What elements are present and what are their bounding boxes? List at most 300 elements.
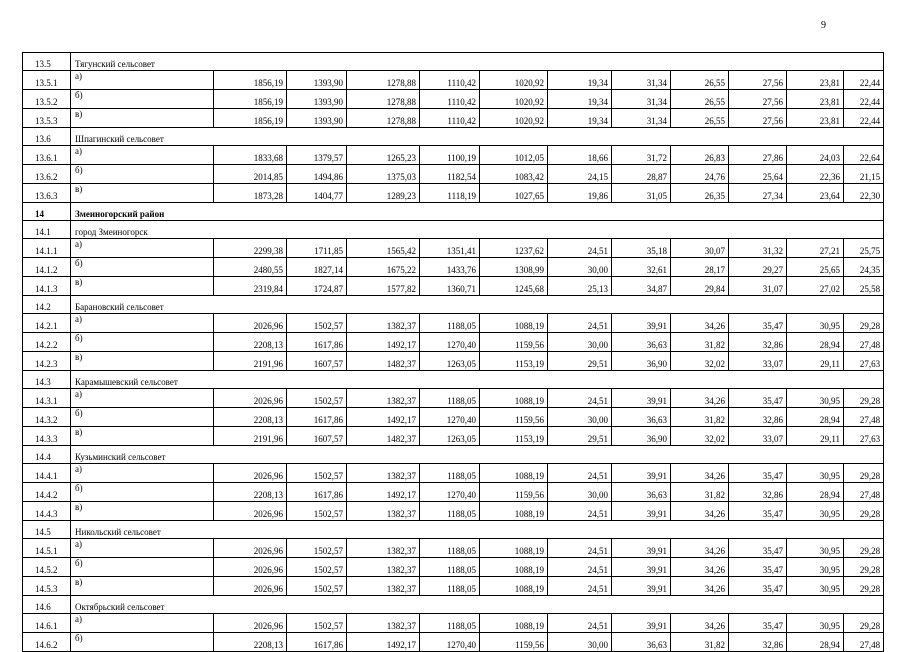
section-header-row [23,221,884,239]
value-cell: 1577,82 [347,277,420,296]
value-cell: 1492,17 [347,633,420,652]
value-cell: 1404,77 [287,184,347,203]
table-row [23,539,884,558]
value-cell: 1482,37 [347,427,420,446]
value-cell: 22,44 [844,109,884,128]
value-cell: 1188,05 [420,614,480,633]
value-cell: 24,51 [548,464,612,483]
row-variant: в) [71,427,214,446]
value-cell: 34,26 [671,314,729,333]
value-cell: 1617,86 [287,633,347,652]
value-cell: 29,28 [844,314,884,333]
value-cell: 1153,19 [480,352,548,371]
section-header-row [23,446,884,464]
row-code: 14.5.1 [23,539,71,558]
value-cell: 1270,40 [420,333,480,352]
section-header-row [23,371,884,389]
section-title: Змеиногорский район [71,203,884,221]
table-row [23,633,884,652]
value-cell: 32,86 [729,408,787,427]
value-cell: 29,11 [787,352,844,371]
value-cell: 1083,42 [480,165,548,184]
value-cell: 35,47 [729,389,787,408]
value-cell: 1351,41 [420,239,480,258]
value-cell: 2191,96 [214,352,287,371]
value-cell: 39,91 [612,614,671,633]
row-variant: а) [71,239,214,258]
value-cell: 24,15 [548,165,612,184]
value-cell: 35,47 [729,502,787,521]
value-cell: 1088,19 [480,464,548,483]
section-title: город Змеиногорск [71,221,884,239]
row-variant: б) [71,408,214,427]
row-variant: в) [71,109,214,128]
value-cell: 1188,05 [420,464,480,483]
value-cell: 27,48 [844,408,884,427]
row-code: 13.5.1 [23,71,71,90]
value-cell: 30,00 [548,258,612,277]
value-cell: 1502,57 [287,614,347,633]
value-cell: 1308,99 [480,258,548,277]
value-cell: 1375,03 [347,165,420,184]
value-cell: 30,95 [787,389,844,408]
row-variant: в) [71,184,214,203]
section-title: Шпагинский сельсовет [71,128,884,146]
section-header-row [23,128,884,146]
value-cell: 39,91 [612,577,671,596]
value-cell: 1088,19 [480,577,548,596]
section-header-row [23,296,884,314]
table-row [23,558,884,577]
value-cell: 31,34 [612,90,671,109]
value-cell: 27,34 [729,184,787,203]
value-cell: 1856,19 [214,71,287,90]
value-cell: 1159,56 [480,333,548,352]
row-code: 14.1.3 [23,277,71,296]
section-code: 14.3 [23,371,71,389]
row-code: 13.5.2 [23,90,71,109]
value-cell: 2026,96 [214,314,287,333]
value-cell: 30,95 [787,558,844,577]
row-code: 13.5.3 [23,109,71,128]
value-cell: 27,02 [787,277,844,296]
row-code: 14.2.2 [23,333,71,352]
value-cell: 25,13 [548,277,612,296]
value-cell: 39,91 [612,558,671,577]
table-row [23,427,884,446]
value-cell: 39,91 [612,502,671,521]
row-variant: б) [71,558,214,577]
value-cell: 27,48 [844,483,884,502]
value-cell: 1110,42 [420,109,480,128]
section-code: 14.2 [23,296,71,314]
value-cell: 29,51 [548,352,612,371]
value-cell: 30,00 [548,633,612,652]
value-cell: 1100,19 [420,146,480,165]
table-row [23,333,884,352]
value-cell: 24,51 [548,614,612,633]
value-cell: 28,94 [787,333,844,352]
value-cell: 24,35 [844,258,884,277]
value-cell: 23,64 [787,184,844,203]
value-cell: 21,15 [844,165,884,184]
row-variant: а) [71,539,214,558]
value-cell: 1393,90 [287,109,347,128]
value-cell: 27,63 [844,427,884,446]
value-cell: 1433,76 [420,258,480,277]
value-cell: 28,17 [671,258,729,277]
value-cell: 23,81 [787,71,844,90]
value-cell: 32,86 [729,483,787,502]
value-cell: 1088,19 [480,389,548,408]
table-row [23,314,884,333]
value-cell: 30,95 [787,614,844,633]
value-cell: 29,28 [844,614,884,633]
value-cell: 27,56 [729,109,787,128]
row-code: 14.4.3 [23,502,71,521]
value-cell: 24,51 [548,314,612,333]
value-cell: 30,95 [787,577,844,596]
value-cell: 35,47 [729,558,787,577]
value-cell: 30,95 [787,314,844,333]
value-cell: 27,48 [844,633,884,652]
value-cell: 1265,23 [347,146,420,165]
row-code: 14.4.1 [23,464,71,483]
row-variant: б) [71,333,214,352]
value-cell: 34,26 [671,464,729,483]
value-cell: 1188,05 [420,558,480,577]
section-code: 14.4 [23,446,71,464]
value-cell: 32,02 [671,352,729,371]
row-variant: в) [71,577,214,596]
row-variant: а) [71,614,214,633]
table-row [23,352,884,371]
value-cell: 19,34 [548,71,612,90]
section-header-row [23,521,884,539]
row-variant: а) [71,314,214,333]
value-cell: 2208,13 [214,633,287,652]
section-header-row [23,53,884,71]
table-row [23,165,884,184]
value-cell: 30,95 [787,539,844,558]
value-cell: 2319,84 [214,277,287,296]
value-cell: 1263,05 [420,352,480,371]
value-cell: 1502,57 [287,502,347,521]
value-cell: 29,28 [844,577,884,596]
value-cell: 1724,87 [287,277,347,296]
row-variant: б) [71,633,214,652]
value-cell: 1617,86 [287,483,347,502]
value-cell: 29,51 [548,427,612,446]
value-cell: 1012,05 [480,146,548,165]
value-cell: 35,47 [729,464,787,483]
value-cell: 1270,40 [420,408,480,427]
table-row [23,184,884,203]
value-cell: 1711,85 [287,239,347,258]
value-cell: 30,00 [548,408,612,427]
row-code: 14.6.1 [23,614,71,633]
value-cell: 1360,71 [420,277,480,296]
section-code: 14.5 [23,521,71,539]
value-cell: 32,86 [729,333,787,352]
value-cell: 36,63 [612,408,671,427]
value-cell: 1289,23 [347,184,420,203]
value-cell: 31,72 [612,146,671,165]
value-cell: 27,21 [787,239,844,258]
value-cell: 19,34 [548,109,612,128]
value-cell: 34,26 [671,614,729,633]
value-cell: 27,56 [729,71,787,90]
value-cell: 30,00 [548,483,612,502]
value-cell: 29,27 [729,258,787,277]
value-cell: 1110,42 [420,90,480,109]
value-cell: 1182,54 [420,165,480,184]
value-cell: 34,26 [671,558,729,577]
value-cell: 2026,96 [214,539,287,558]
value-cell: 1492,17 [347,333,420,352]
value-cell: 25,65 [787,258,844,277]
table-row [23,109,884,128]
value-cell: 1270,40 [420,483,480,502]
value-cell: 31,82 [671,483,729,502]
value-cell: 36,63 [612,633,671,652]
value-cell: 35,18 [612,239,671,258]
value-cell: 26,55 [671,109,729,128]
value-cell: 1382,37 [347,314,420,333]
value-cell: 32,86 [729,633,787,652]
value-cell: 2208,13 [214,333,287,352]
value-cell: 24,51 [548,502,612,521]
table-row [23,258,884,277]
row-code: 14.2.1 [23,314,71,333]
row-code: 14.5.3 [23,577,71,596]
value-cell: 1245,68 [480,277,548,296]
table-row [23,389,884,408]
value-cell: 1088,19 [480,558,548,577]
row-code: 14.3.2 [23,408,71,427]
value-cell: 1278,88 [347,90,420,109]
value-cell: 25,75 [844,239,884,258]
section-title: Карамышевский сельсовет [71,371,884,389]
value-cell: 35,47 [729,539,787,558]
value-cell: 1153,19 [480,427,548,446]
value-cell: 1492,17 [347,483,420,502]
value-cell: 34,26 [671,577,729,596]
row-variant: а) [71,71,214,90]
section-code: 14.6 [23,596,71,614]
value-cell: 2014,85 [214,165,287,184]
value-cell: 33,07 [729,352,787,371]
value-cell: 1382,37 [347,539,420,558]
value-cell: 1379,57 [287,146,347,165]
value-cell: 35,47 [729,314,787,333]
table-row [23,408,884,427]
value-cell: 31,34 [612,109,671,128]
value-cell: 36,90 [612,427,671,446]
value-cell: 31,05 [612,184,671,203]
section-header-row [23,203,884,221]
value-cell: 31,07 [729,277,787,296]
value-cell: 1027,65 [480,184,548,203]
value-cell: 25,58 [844,277,884,296]
value-cell: 2026,96 [214,389,287,408]
row-variant: а) [71,389,214,408]
value-cell: 2299,38 [214,239,287,258]
table-row [23,577,884,596]
value-cell: 32,61 [612,258,671,277]
table-row [23,502,884,521]
value-cell: 2208,13 [214,408,287,427]
value-cell: 1393,90 [287,90,347,109]
section-code: 13.6 [23,128,71,146]
value-cell: 1382,37 [347,389,420,408]
value-cell: 1278,88 [347,109,420,128]
value-cell: 1393,90 [287,71,347,90]
value-cell: 35,47 [729,614,787,633]
row-variant: а) [71,146,214,165]
value-cell: 32,02 [671,427,729,446]
value-cell: 29,28 [844,389,884,408]
value-cell: 26,55 [671,90,729,109]
value-cell: 26,83 [671,146,729,165]
row-variant: б) [71,483,214,502]
row-code: 14.3.1 [23,389,71,408]
section-header-row [23,596,884,614]
value-cell: 27,48 [844,333,884,352]
value-cell: 1482,37 [347,352,420,371]
value-cell: 1607,57 [287,352,347,371]
value-cell: 19,34 [548,90,612,109]
value-cell: 28,94 [787,483,844,502]
value-cell: 22,64 [844,146,884,165]
value-cell: 28,94 [787,408,844,427]
value-cell: 1088,19 [480,314,548,333]
value-cell: 1118,19 [420,184,480,203]
section-title: Тягунский сельсовет [71,53,884,71]
value-cell: 1110,42 [420,71,480,90]
value-cell: 34,26 [671,389,729,408]
value-cell: 39,91 [612,314,671,333]
value-cell: 31,34 [612,71,671,90]
value-cell: 27,56 [729,90,787,109]
value-cell: 1020,92 [480,71,548,90]
value-cell: 24,51 [548,389,612,408]
value-cell: 2026,96 [214,502,287,521]
row-variant: б) [71,258,214,277]
value-cell: 24,51 [548,577,612,596]
value-cell: 1492,17 [347,408,420,427]
row-code: 14.4.2 [23,483,71,502]
value-cell: 34,87 [612,277,671,296]
value-cell: 1020,92 [480,90,548,109]
table-row [23,71,884,90]
value-cell: 30,07 [671,239,729,258]
value-cell: 1617,86 [287,333,347,352]
value-cell: 1088,19 [480,539,548,558]
value-cell: 34,26 [671,539,729,558]
value-cell: 35,47 [729,577,787,596]
value-cell: 2026,96 [214,464,287,483]
value-cell: 34,26 [671,502,729,521]
row-variant: б) [71,165,214,184]
value-cell: 1502,57 [287,577,347,596]
value-cell: 1159,56 [480,408,548,427]
row-code: 14.1.2 [23,258,71,277]
value-cell: 1856,19 [214,90,287,109]
value-cell: 28,94 [787,633,844,652]
value-cell: 1856,19 [214,109,287,128]
value-cell: 31,82 [671,333,729,352]
value-cell: 18,66 [548,146,612,165]
value-cell: 1833,68 [214,146,287,165]
row-code: 14.6.2 [23,633,71,652]
value-cell: 24,51 [548,558,612,577]
value-cell: 24,03 [787,146,844,165]
value-cell: 1607,57 [287,427,347,446]
value-cell: 19,86 [548,184,612,203]
value-cell: 39,91 [612,389,671,408]
row-code: 14.5.2 [23,558,71,577]
section-title: Кузьминский сельсовет [71,446,884,464]
table-row [23,90,884,109]
value-cell: 1088,19 [480,614,548,633]
value-cell: 1188,05 [420,389,480,408]
value-cell: 1502,57 [287,389,347,408]
value-cell: 33,07 [729,427,787,446]
value-cell: 1827,14 [287,258,347,277]
value-cell: 26,35 [671,184,729,203]
value-cell: 2480,55 [214,258,287,277]
value-cell: 1159,56 [480,483,548,502]
section-code: 13.5 [23,53,71,71]
row-code: 14.2.3 [23,352,71,371]
value-cell: 1617,86 [287,408,347,427]
value-cell: 2026,96 [214,577,287,596]
value-cell: 1237,62 [480,239,548,258]
value-cell: 24,51 [548,239,612,258]
value-cell: 1502,57 [287,539,347,558]
value-cell: 1502,57 [287,558,347,577]
value-cell: 1188,05 [420,502,480,521]
value-cell: 1188,05 [420,539,480,558]
table-row [23,277,884,296]
value-cell: 1675,22 [347,258,420,277]
section-code: 14.1 [23,221,71,239]
value-cell: 1382,37 [347,502,420,521]
section-title: Барановский сельсовет [71,296,884,314]
value-cell: 27,63 [844,352,884,371]
row-variant: в) [71,502,214,521]
value-cell: 24,51 [548,539,612,558]
value-cell: 1270,40 [420,633,480,652]
value-cell: 1502,57 [287,314,347,333]
value-cell: 1502,57 [287,464,347,483]
table-row [23,239,884,258]
value-cell: 30,00 [548,333,612,352]
value-cell: 1188,05 [420,577,480,596]
section-title: Никольский сельсовет [71,521,884,539]
value-cell: 29,28 [844,502,884,521]
value-cell: 36,90 [612,352,671,371]
value-cell: 24,76 [671,165,729,184]
value-cell: 2026,96 [214,614,287,633]
value-cell: 29,28 [844,539,884,558]
table-row [23,464,884,483]
row-variant: в) [71,352,214,371]
table-body [23,53,884,652]
value-cell: 29,84 [671,277,729,296]
value-cell: 29,28 [844,558,884,577]
